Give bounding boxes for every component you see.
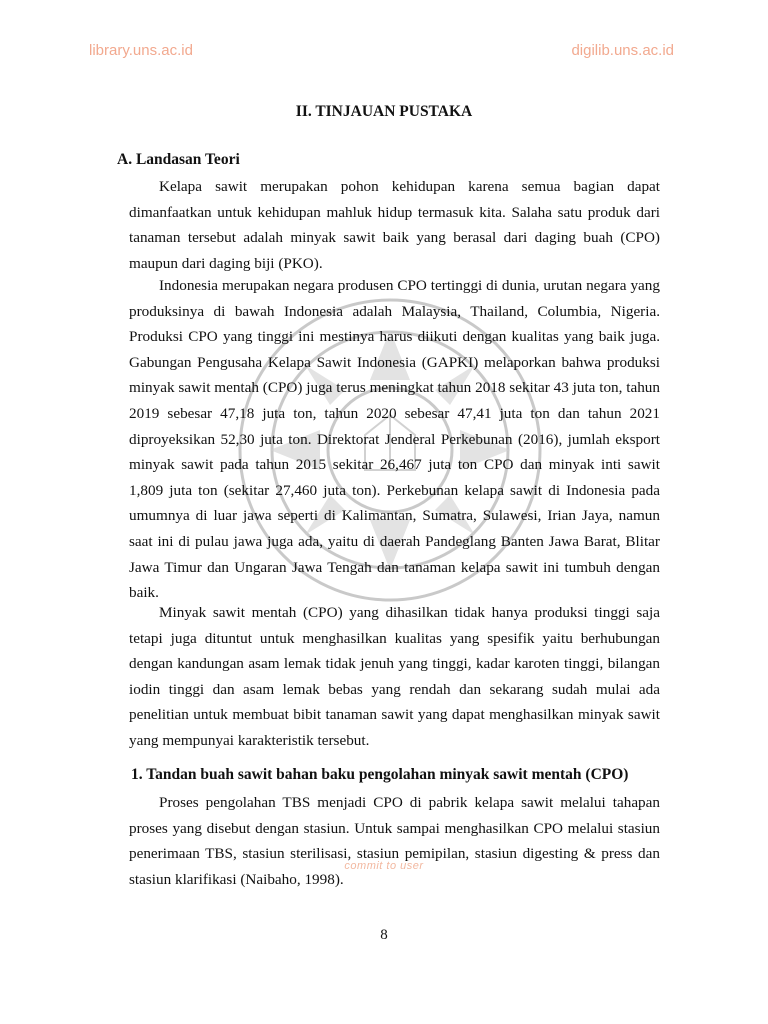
paragraph-2-text: Indonesia merupakan negara produsen CPO tertinggi di dunia, urutan negara yang produksinya di bawah Indonesia adalah Malaysia, Thailand, Columbia, Nigeria. Produksi CPO yang tinggi ini mestinya harus diikuti dengan kualitas yang baik juga. Gabungan Pengusaha Kelapa Sawit Indonesia (GAPKI) melaporkan bahwa produksi minyak sawit mentah (CPO) juga terus meningkat tahun 2018 sekitar 43 juta ton, tahun 2019 sebesar 47,18 juta ton, tahun 2020 sebesar 47,41 juta ton dan tahun 2021 diproyeksikan 52,30 juta ton. Direktorat Jenderal Perkebunan (2016), jumlah eksport minyak sawit pada tahun 2015 sekitar 26,467 juta ton CPO dan minyak inti sawit 1,809 juta ton (sekitar 27,460 juta ton). Perkebunan kelapa sawit di Indonesia pada umumnya di luar jawa seperti di Kalimantan, Sumatra, Sulawesi, Irian Jaya, namun saat ini di pulau jawa juga ada, yaitu di daerah Pandeglang Banten Jawa Barat, Blitar Jawa Timur dan Ungaran Jawa Tengah dan tanaman kelapa sawit ini tumbuh dengan baik. [129,277,660,602]
paragraph-1 [129,174,660,276]
paragraph-2 [129,273,660,606]
commit-to-user-footer: commit to user [344,860,424,872]
header-library-link: library.uns.ac.id [89,42,193,59]
section-heading-landasan-teori: A. Landasan Teori [117,151,240,168]
subsection-heading-1: 1. Tandan buah sawit bahan baku pengolahan minyak sawit mentah (CPO) [131,766,629,783]
paragraph-sub1-text: Proses pengolahan TBS menjadi CPO di pabrik kelapa sawit melalui tahapan proses yang disebut dengan stasiun. Untuk sampai menghasilkan CPO melalui stasiun penerimaan TBS, stasiun sterilisasi, stasiun pemipilan, stasiun digesting & press dan stasiun klarifikasi (Naibaho, 1998). [129,794,660,888]
header-digilib-link: digilib.uns.ac.id [571,42,674,59]
paragraph-3 [129,600,660,754]
paragraph-3-text: Minyak sawit mentah (CPO) yang dihasilkan tidak hanya produksi tinggi saja tetapi juga dituntut untuk menghasilkan kualitas yang spesifik yaitu berhubungan dengan kandungan asam lemak tidak jenuh yang tinggi, kadar karoten tinggi, bilangan iodin tinggi dan asam lemak bebas yang rendah dan sekarang sudah mulai ada penelitian untuk membuat bibit tanaman sawit yang dapat menghasilkan minyak sawit yang mempunyai karakteristik tersebut. [129,604,660,749]
paragraph-1-text: Kelapa sawit merupakan pohon kehidupan karena semua bagian dapat dimanfaatkan untuk kehidupan mahluk hidup termasuk kita. Salaha satu produk dari tanaman tersebut adalah minyak sawit baik yang berasal dari daging buah (CPO) maupun dari daging biji (PKO). [129,178,660,272]
page-number: 8 [380,927,388,943]
chapter-title: II. TINJAUAN PUSTAKA [295,103,473,120]
paragraph-sub1 [129,790,660,892]
